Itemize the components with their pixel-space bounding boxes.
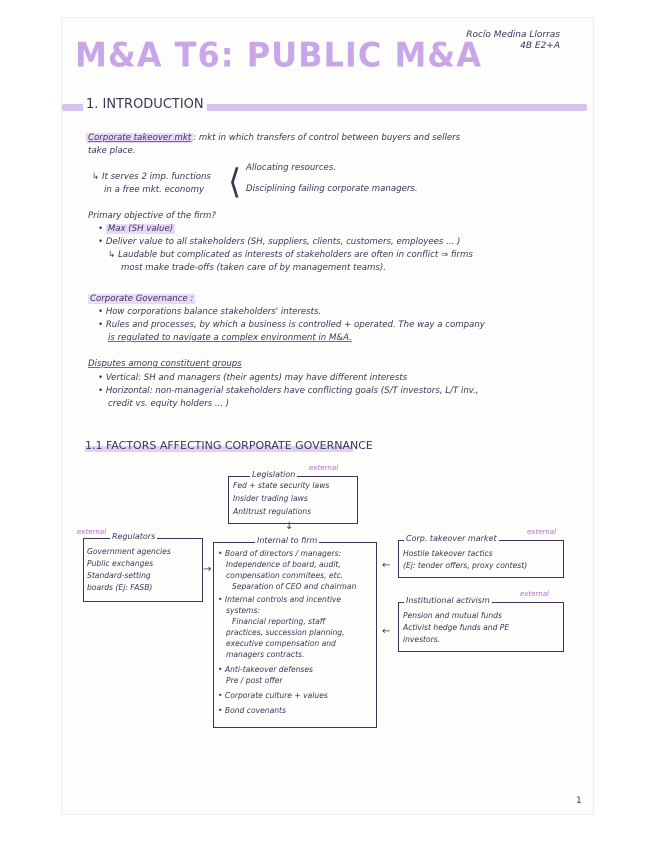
internal-line-1: • Board of directors / managers: xyxy=(218,549,342,558)
activism-external-tag: external xyxy=(520,590,550,598)
regulators-item-1: Government agencies xyxy=(87,547,171,556)
internal-line-8: practices, succession planning, xyxy=(226,628,345,637)
subsection-title: 1.1 FACTORS AFFECTING CORPORATE GOVERNANCE xyxy=(85,439,373,452)
page-title: M&A T6: PUBLIC M&A xyxy=(75,35,482,75)
internal-line-5: • Internal controls and incentive xyxy=(218,595,342,604)
internal-line-4: Separation of CEO and chairman xyxy=(232,582,357,591)
corp-takeover-label: Corporate takeover mkt xyxy=(88,133,192,143)
internal-line-12: Pre / post offer xyxy=(226,676,283,685)
arrow-left-icon: ← xyxy=(382,560,391,571)
brace-icon: ⟨ xyxy=(228,162,242,202)
internal-line-3: compensation commitees, etc. xyxy=(226,571,344,580)
takeover-item-1: Hostile takeover tactics xyxy=(403,549,493,558)
regulators-item-4: boards (Ej: FASB) xyxy=(87,583,153,592)
dispute-1: • Vertical: SH and managers (their agents) may have different interests xyxy=(98,373,408,383)
internal-line-9: executive compensation and xyxy=(226,639,336,648)
corp-takeover-line xyxy=(86,133,460,145)
function-1: Allocating resources. xyxy=(246,163,337,173)
cg-3: is regulated to navigate a complex environment in M&A. xyxy=(108,333,352,343)
corp-takeover-text: : mkt in which transfers of control between buyers and sellers xyxy=(193,133,461,143)
objective-2: • Deliver value to all stakeholders (SH, suppliers, clients, customers, employees ... ) xyxy=(98,237,461,247)
internal-label: Internal to firm xyxy=(257,536,318,545)
takeover-external-tag: external xyxy=(527,528,557,536)
internal-line-10: managers contracts. xyxy=(226,650,305,659)
cg-2: • Rules and processes, by which a business is controlled + operated. The way a company xyxy=(98,320,485,330)
author-block xyxy=(430,30,560,52)
regulators-label: Regulators xyxy=(112,532,156,541)
activism-item-3: investors. xyxy=(403,635,441,644)
internal-line-7: Financial reporting, staff xyxy=(232,617,326,626)
takeover-market-label: Corp. takeover market xyxy=(406,534,497,543)
activism-item-1: Pension and mutual funds xyxy=(403,611,502,620)
regulators-item-2: Public exchanges xyxy=(87,559,154,568)
primary-objective-title: Primary objective of the firm? xyxy=(88,211,216,221)
regulators-external-tag: external xyxy=(77,528,107,536)
legislation-item-3: Antitrust regulations xyxy=(233,507,312,516)
legislation-item-2: Insider trading laws xyxy=(233,494,308,503)
author-group: 4B E2+A xyxy=(520,41,560,51)
arrow-left-icon: ← xyxy=(382,626,391,637)
legislation-label: Legislation xyxy=(252,470,296,479)
page-number: 1 xyxy=(576,796,582,806)
dispute-2: • Horizontal: non-managerial stakeholders have conflicting goals (S/T investors, L/T inv., xyxy=(98,386,479,396)
takeover-market-box xyxy=(398,540,564,578)
objective-1: • Max (SH value) xyxy=(98,224,174,234)
activism-box xyxy=(398,602,564,652)
internal-line-11: • Anti-takeover defenses xyxy=(218,665,314,674)
activism-item-2: Activist hedge funds and PE xyxy=(403,623,510,632)
corp-takeover-text2: take place. xyxy=(88,146,136,156)
regulators-box xyxy=(83,538,203,602)
serves-line1: ↳ It serves 2 imp. functions xyxy=(92,172,211,182)
objective-4: most make trade-offs (taken care of by management teams). xyxy=(121,263,386,273)
internal-firm-box xyxy=(213,542,377,728)
arrow-down-icon: ↓ xyxy=(285,521,294,532)
legislation-box xyxy=(228,476,358,524)
internal-line-2: Independence of board, audit, xyxy=(226,560,341,569)
dispute-3: credit vs. equity holders ... ) xyxy=(108,399,230,409)
section-title-introduction: 1. INTRODUCTION xyxy=(83,97,207,112)
cg-1: • How corporations balance stakeholders' interests. xyxy=(98,307,322,317)
internal-line-13: • Corporate culture + values xyxy=(218,691,328,700)
corporate-governance-title: Corporate Governance : xyxy=(90,294,194,304)
arrow-right-icon: → xyxy=(203,564,212,575)
disputes-title: Disputes among constituent groups xyxy=(88,359,242,369)
activism-label: Institutional activism xyxy=(406,596,490,605)
function-2: Disciplining failing corporate managers. xyxy=(246,184,418,194)
legislation-item-1: Fed + state security laws xyxy=(233,481,330,490)
author-name: Rocío Medina Llorras xyxy=(466,30,560,40)
internal-line-6: systems: xyxy=(226,606,260,615)
internal-line-14: • Bond covenants xyxy=(218,706,286,715)
legislation-external-tag: external xyxy=(309,464,339,472)
regulators-item-3: Standard-setting xyxy=(87,571,151,580)
takeover-item-2: (Ej: tender offers, proxy contest) xyxy=(403,561,528,570)
serves-line2: in a free mkt. economy xyxy=(104,185,205,195)
objective-3: ↳ Laudable but complicated as interests of stakeholders are often in conflict ⇒ firms xyxy=(108,250,473,260)
